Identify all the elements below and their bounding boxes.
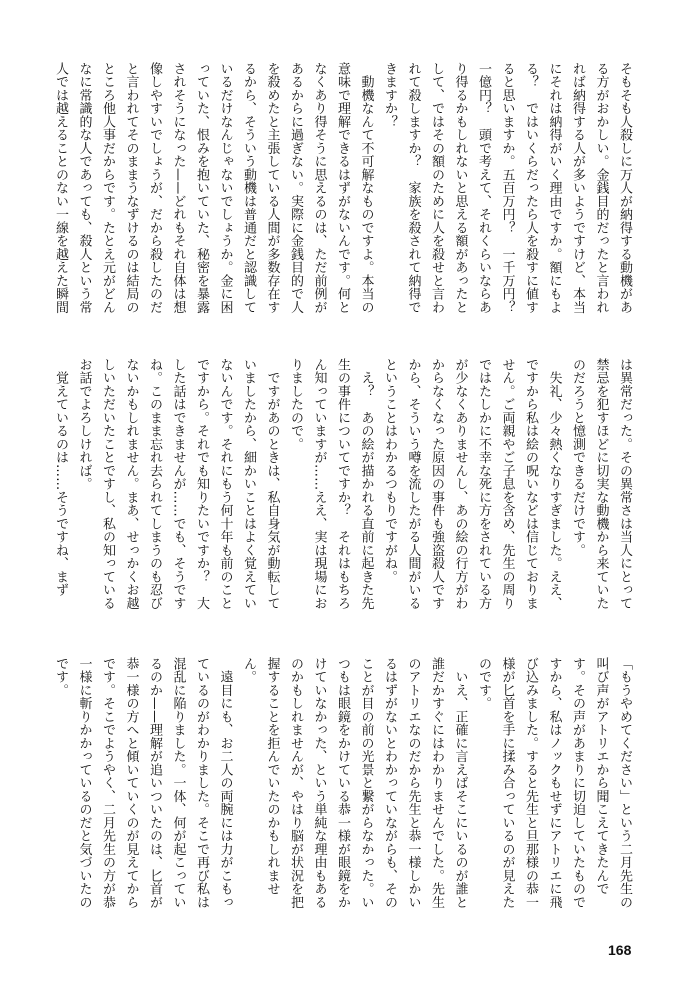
- text-column: して、ではその額のために人を殺せと言わ: [429, 62, 444, 314]
- text-column: 人では越えることのない一線を越えた瞬間: [53, 62, 68, 314]
- text-column: り得るかもしれないと思える額があったと: [452, 62, 468, 314]
- text-column: が少なくありませんし、あの絵の行方がわ: [452, 358, 468, 610]
- text-column: ですから。それでも知りたいですか？ 大: [194, 358, 209, 610]
- text-column: から、そういう噂を流したがる人間がいる: [405, 358, 421, 610]
- text-column: ね。このまま忘れ去られてしまうのも忍び: [147, 358, 162, 610]
- text-column: え？ あの絵が描かれる直前に起きた先: [358, 358, 374, 610]
- text-column: つもは眼鏡をかけている恭一様が眼鏡をか: [335, 657, 350, 909]
- text-column: にそれは納得がいく理由ですか。額にもよ: [546, 62, 562, 314]
- text-column: れば納得する人が多いようですけど、本当: [570, 62, 585, 314]
- text-column: す。その声があまりに切迫していたもので: [570, 657, 585, 909]
- text-column: 像しやすいでしょうが、だから殺したのだ: [147, 62, 162, 314]
- text-column: ではたしかに不幸な死に方をされている方: [476, 358, 491, 610]
- text-column: いましたから、細かいことはよく覚えてい: [241, 358, 256, 610]
- text-column: っていた、恨みを抱いていた、秘密を暴露: [194, 62, 209, 314]
- text-column: なに常識的な人であっても、殺人という常: [76, 62, 92, 314]
- text-column: ん知っていますが……ええ、実は現場にお: [311, 358, 327, 610]
- text-column: 失礼、少々熱くなりすぎました。ええ、: [546, 358, 562, 610]
- text-column: び込みました。すると先生と旦那様の恭一: [523, 657, 538, 909]
- text-column: 恭一様の方へと傾いていくのが見えてから: [123, 657, 139, 909]
- text-column: ことが目の前の光景と繋がらなかった。い: [358, 657, 374, 909]
- text-column: 動機なんて不可解なものですよ。本当の: [358, 62, 374, 314]
- text-column: 様が匕首を手に揉み合っているのが見えた: [499, 657, 515, 909]
- text-column: ないんです。それにもう何十年も前のこと: [217, 358, 233, 610]
- text-column: ん。: [241, 657, 256, 684]
- text-column: そもそも人殺しに万人が納得する動機があ: [617, 62, 632, 314]
- text-column: お話でよろしければ。: [76, 358, 92, 491]
- text-column: ところ他人事だからです。たとえ元がどん: [100, 62, 115, 314]
- text-column: 誰だかすぐにはわかりませんでした。先生: [429, 657, 444, 909]
- text-column: からなくなった原因の事件も強盗殺人です: [429, 358, 444, 610]
- text-column: ないかもしれません。まあ、せっかくお越: [123, 358, 139, 610]
- text-column: と言われてそのままうなずけるのは結局の: [123, 62, 139, 314]
- text-column: いるだけなんじゃないでしょうか。金に困: [217, 62, 233, 314]
- page-number: 168: [608, 942, 632, 958]
- text-column: りましたので。: [288, 358, 303, 451]
- text-column: 禁忌を犯すほどに切実な動機から来ていた: [593, 358, 609, 610]
- text-column: のだろうと憶測できるだけです。: [570, 358, 585, 557]
- text-column: るから、そういう動機は普通だと認識して: [241, 62, 256, 314]
- text-column: けていなかった、という単純な理由もある: [311, 657, 327, 909]
- text-column: のかもしれませんが、やはり脳が状況を把: [288, 657, 303, 909]
- text-column: 意味で理解できるはずがないんです。何と: [335, 62, 350, 314]
- text-column: る？ ではいくらだったら人を殺すに値す: [523, 62, 538, 314]
- text-column: 混乱に陥りました。一体、何が起こってい: [170, 657, 186, 909]
- text-column: のです。: [476, 657, 491, 710]
- text-column: あるからに過ぎない。実際に金銭目的で人: [288, 62, 303, 314]
- text-block-middle: [48, 358, 636, 630]
- text-column: 「もうやめてください」という二月先生の: [617, 657, 632, 909]
- text-column: しいただいたことですし、私の知っている: [100, 358, 115, 610]
- text-column: です。そこでようやく、二月先生の方が恭: [100, 657, 115, 909]
- text-column: を殺めたと主張している人間が多数存在す: [264, 62, 280, 314]
- text-column: は異常だった。その異常さは当人にとって: [617, 358, 632, 610]
- text-column: なくあり得そうに思えるのは、ただ前例が: [311, 62, 327, 314]
- text-column: 握することを拒んでいたのかもしれませ: [264, 657, 280, 896]
- text-column: です。: [53, 657, 68, 697]
- text-block-top: [48, 62, 636, 334]
- text-column: きますか？: [382, 62, 397, 129]
- text-column: した話はできませんが……でも、そうです: [170, 358, 186, 610]
- text-column: されそうになった——どれもそれ自体は想: [170, 62, 186, 314]
- text-column: ると思いますか。五百万円？ 一千万円？: [499, 62, 515, 314]
- text-column: すから、私はノックもせずにアトリエに飛: [546, 657, 562, 909]
- text-column: れて殺しますか？ 家族を殺されて納得で: [405, 62, 421, 314]
- text-column: 一億円？ 頭で考えて、それくらいならあ: [476, 62, 491, 314]
- text-column: ということはわかるつもりですがね。: [382, 358, 397, 584]
- text-column: るのか——理解が追いついたのは、匕首が: [147, 657, 162, 909]
- text-column: 叫び声がアトリエから聞こえてきたんで: [593, 657, 609, 896]
- text-column: 覚えているのは……そうですね、まず: [53, 358, 68, 597]
- text-column: るはずがないとわかっていながらも、その: [382, 657, 397, 909]
- text-column: 遠目にも、お二人の両腕には力がこもっ: [217, 657, 233, 909]
- text-column: のアトリエなのだから先生と恭一様しかい: [405, 657, 421, 909]
- text-column: ですがあのときは、私自身気が動転して: [264, 358, 280, 610]
- text-column: ているのがわかりました。そこで再び私は: [194, 657, 209, 909]
- text-block-bottom: [48, 657, 636, 929]
- text-column: る方がおかしい。金銭目的だったと言われ: [593, 62, 609, 314]
- text-column: いえ、正確に言えばそこにいるのが誰と: [452, 657, 468, 909]
- text-column: ですから私は絵の呪いなどは信じておりま: [523, 358, 538, 610]
- text-column: 生の事件についてですか？ それはもちろ: [335, 358, 350, 610]
- text-column: 一様に斬りかかっているのだと気づいたの: [76, 657, 92, 909]
- text-column: せん。ご両親やご子息を含め、先生の周り: [499, 358, 515, 610]
